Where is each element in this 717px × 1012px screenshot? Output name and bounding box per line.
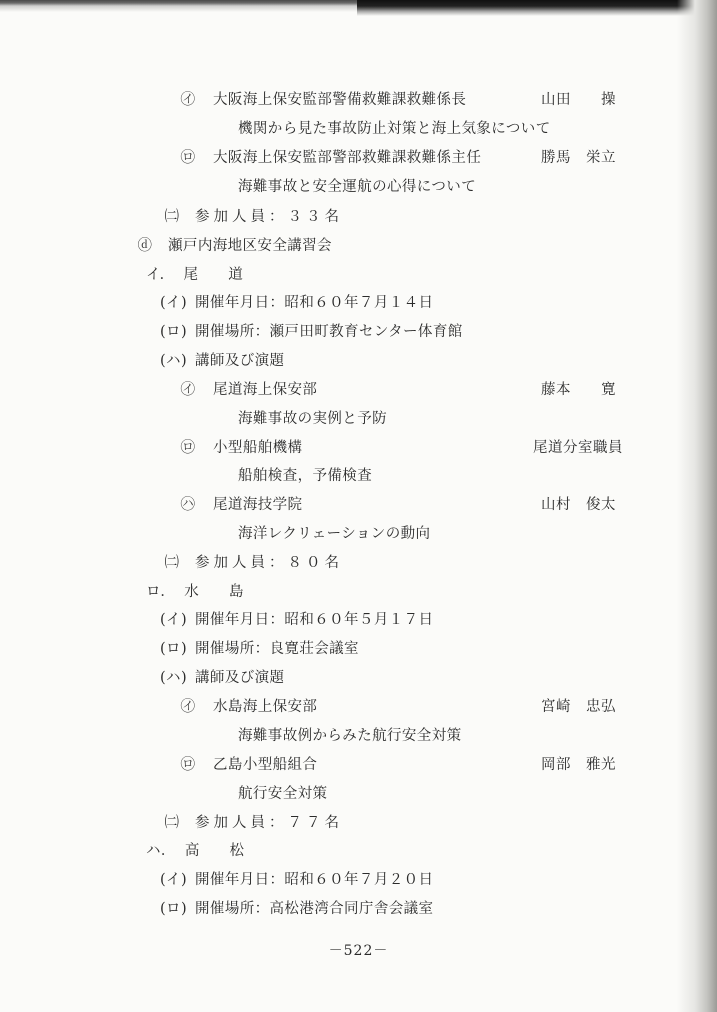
item-mark: ㈡ [164,209,180,225]
venue-row [160,900,433,918]
participants-osaka [160,208,343,226]
scan-edge-top-dark [357,0,717,16]
lecture-title: 航行安全対策 [238,786,328,802]
item-mark: ㋑ [180,382,196,398]
lecturers-heading-text: 講師及び演題 [195,353,285,369]
lecturer-name: 藤本 寛 [541,382,616,398]
subsection-title: 高 松 [184,843,245,859]
subsection-mizushima [146,583,244,601]
date-row [160,294,433,312]
lecturer-affiliation: 大阪海上保安監部警部救難課救難係主任 [213,150,482,166]
subsection-mark: イ． [146,267,175,283]
venue-text: 開催場所：瀬戸田町教育センター体育館 [195,324,463,340]
lecturer-name: 尾道分室職員 [533,440,623,456]
section-title: 瀬戸内海地区安全講習会 [168,238,332,254]
lecturer-name: 勝馬 栄立 [541,150,616,166]
item-mark: (ハ) [160,353,188,369]
lecture-onomichi-3 [176,496,302,514]
lecturer-affiliation: 大阪海上保安監部警備救難課救難係長 [213,92,467,108]
participants-count: 参加人員：７７名 [195,815,344,831]
item-mark: ㋑ [180,92,196,108]
item-mark: ㈡ [164,555,180,571]
venue-text: 開催場所：良寛荘会議室 [195,641,359,657]
participants-count: 参加人員：３３名 [195,209,344,225]
date-row [160,611,433,629]
lecturers-heading-text: 講師及び演題 [195,670,285,686]
venue-text: 開催場所：高松港湾合同庁舎会議室 [195,901,434,917]
lecturer-name: 山村 俊太 [541,497,616,513]
lecture-title: 機関から見た事故防止対策と海上気象について [238,121,551,137]
lecture-title: 海難事故例からみた航行安全対策 [238,728,462,744]
participants-count: 参加人員：８０名 [195,555,344,571]
subsection-mark: ハ． [146,843,176,859]
lecturer-affiliation: 小型船舶機構 [213,440,303,456]
lecture-mizushima-2 [176,756,317,774]
date-text: 開催年月日：昭和６０年７月１４日 [195,295,434,311]
participants-onomichi [160,554,343,572]
lecturers-heading [160,669,284,687]
lecturers-heading [160,352,284,370]
date-row [160,871,433,889]
subsection-onomichi [146,266,243,284]
lecture-title: 海難事故の実例と予防 [238,411,387,427]
lecture-onomichi-1 [176,381,317,399]
subsection-mark: ロ． [146,584,176,600]
item-mark: (イ) [160,295,188,311]
venue-row [160,323,463,341]
section-heading [133,237,332,255]
lecture-onomichi-2 [176,439,302,457]
item-mark: ㋺ [180,440,196,456]
lecture-osaka-1 [176,91,466,109]
subsection-title: 尾 道 [183,267,244,283]
scan-edge-right [677,0,717,1012]
date-text: 開催年月日：昭和６０年７月２０日 [195,872,434,888]
lecture-title: 船舶検査，予備検査 [238,468,373,484]
lecture-osaka-2 [176,149,481,167]
page-number: －522－ [328,943,389,959]
item-mark: ㋺ [180,757,196,773]
item-mark: ㋑ [180,699,196,715]
lecturer-affiliation: 水島海上保安部 [213,699,318,715]
item-mark: (ロ) [160,641,188,657]
item-mark: (ロ) [160,901,188,917]
item-mark: (イ) [160,612,188,628]
lecture-mizushima-1 [176,698,317,716]
item-mark: (イ) [160,872,188,888]
item-mark: ㋺ [180,150,196,166]
item-mark: ㋩ [180,497,196,513]
item-mark: (ハ) [160,670,188,686]
date-text: 開催年月日：昭和６０年５月１７日 [195,612,434,628]
item-mark: ㈡ [164,815,180,831]
item-mark: (ロ) [160,324,188,340]
subsection-title: 水 島 [184,584,244,600]
item-mark: ⓓ [137,238,153,254]
lecture-title: 海難事故と安全運航の心得について [238,179,477,195]
lecturer-affiliation: 乙島小型船組合 [213,757,318,773]
subsection-takamatsu [146,842,244,860]
lecturer-affiliation: 尾道海上保安部 [213,382,318,398]
lecture-title: 海洋レクリェーションの動向 [238,526,431,542]
participants-mizushima [160,814,343,832]
venue-row [160,640,359,658]
lecturer-affiliation: 尾道海技学院 [213,497,303,513]
lecturer-name: 岡部 雅光 [541,757,616,773]
lecturer-name: 山田 操 [541,92,616,108]
lecturer-name: 宮崎 忠弘 [541,699,616,715]
